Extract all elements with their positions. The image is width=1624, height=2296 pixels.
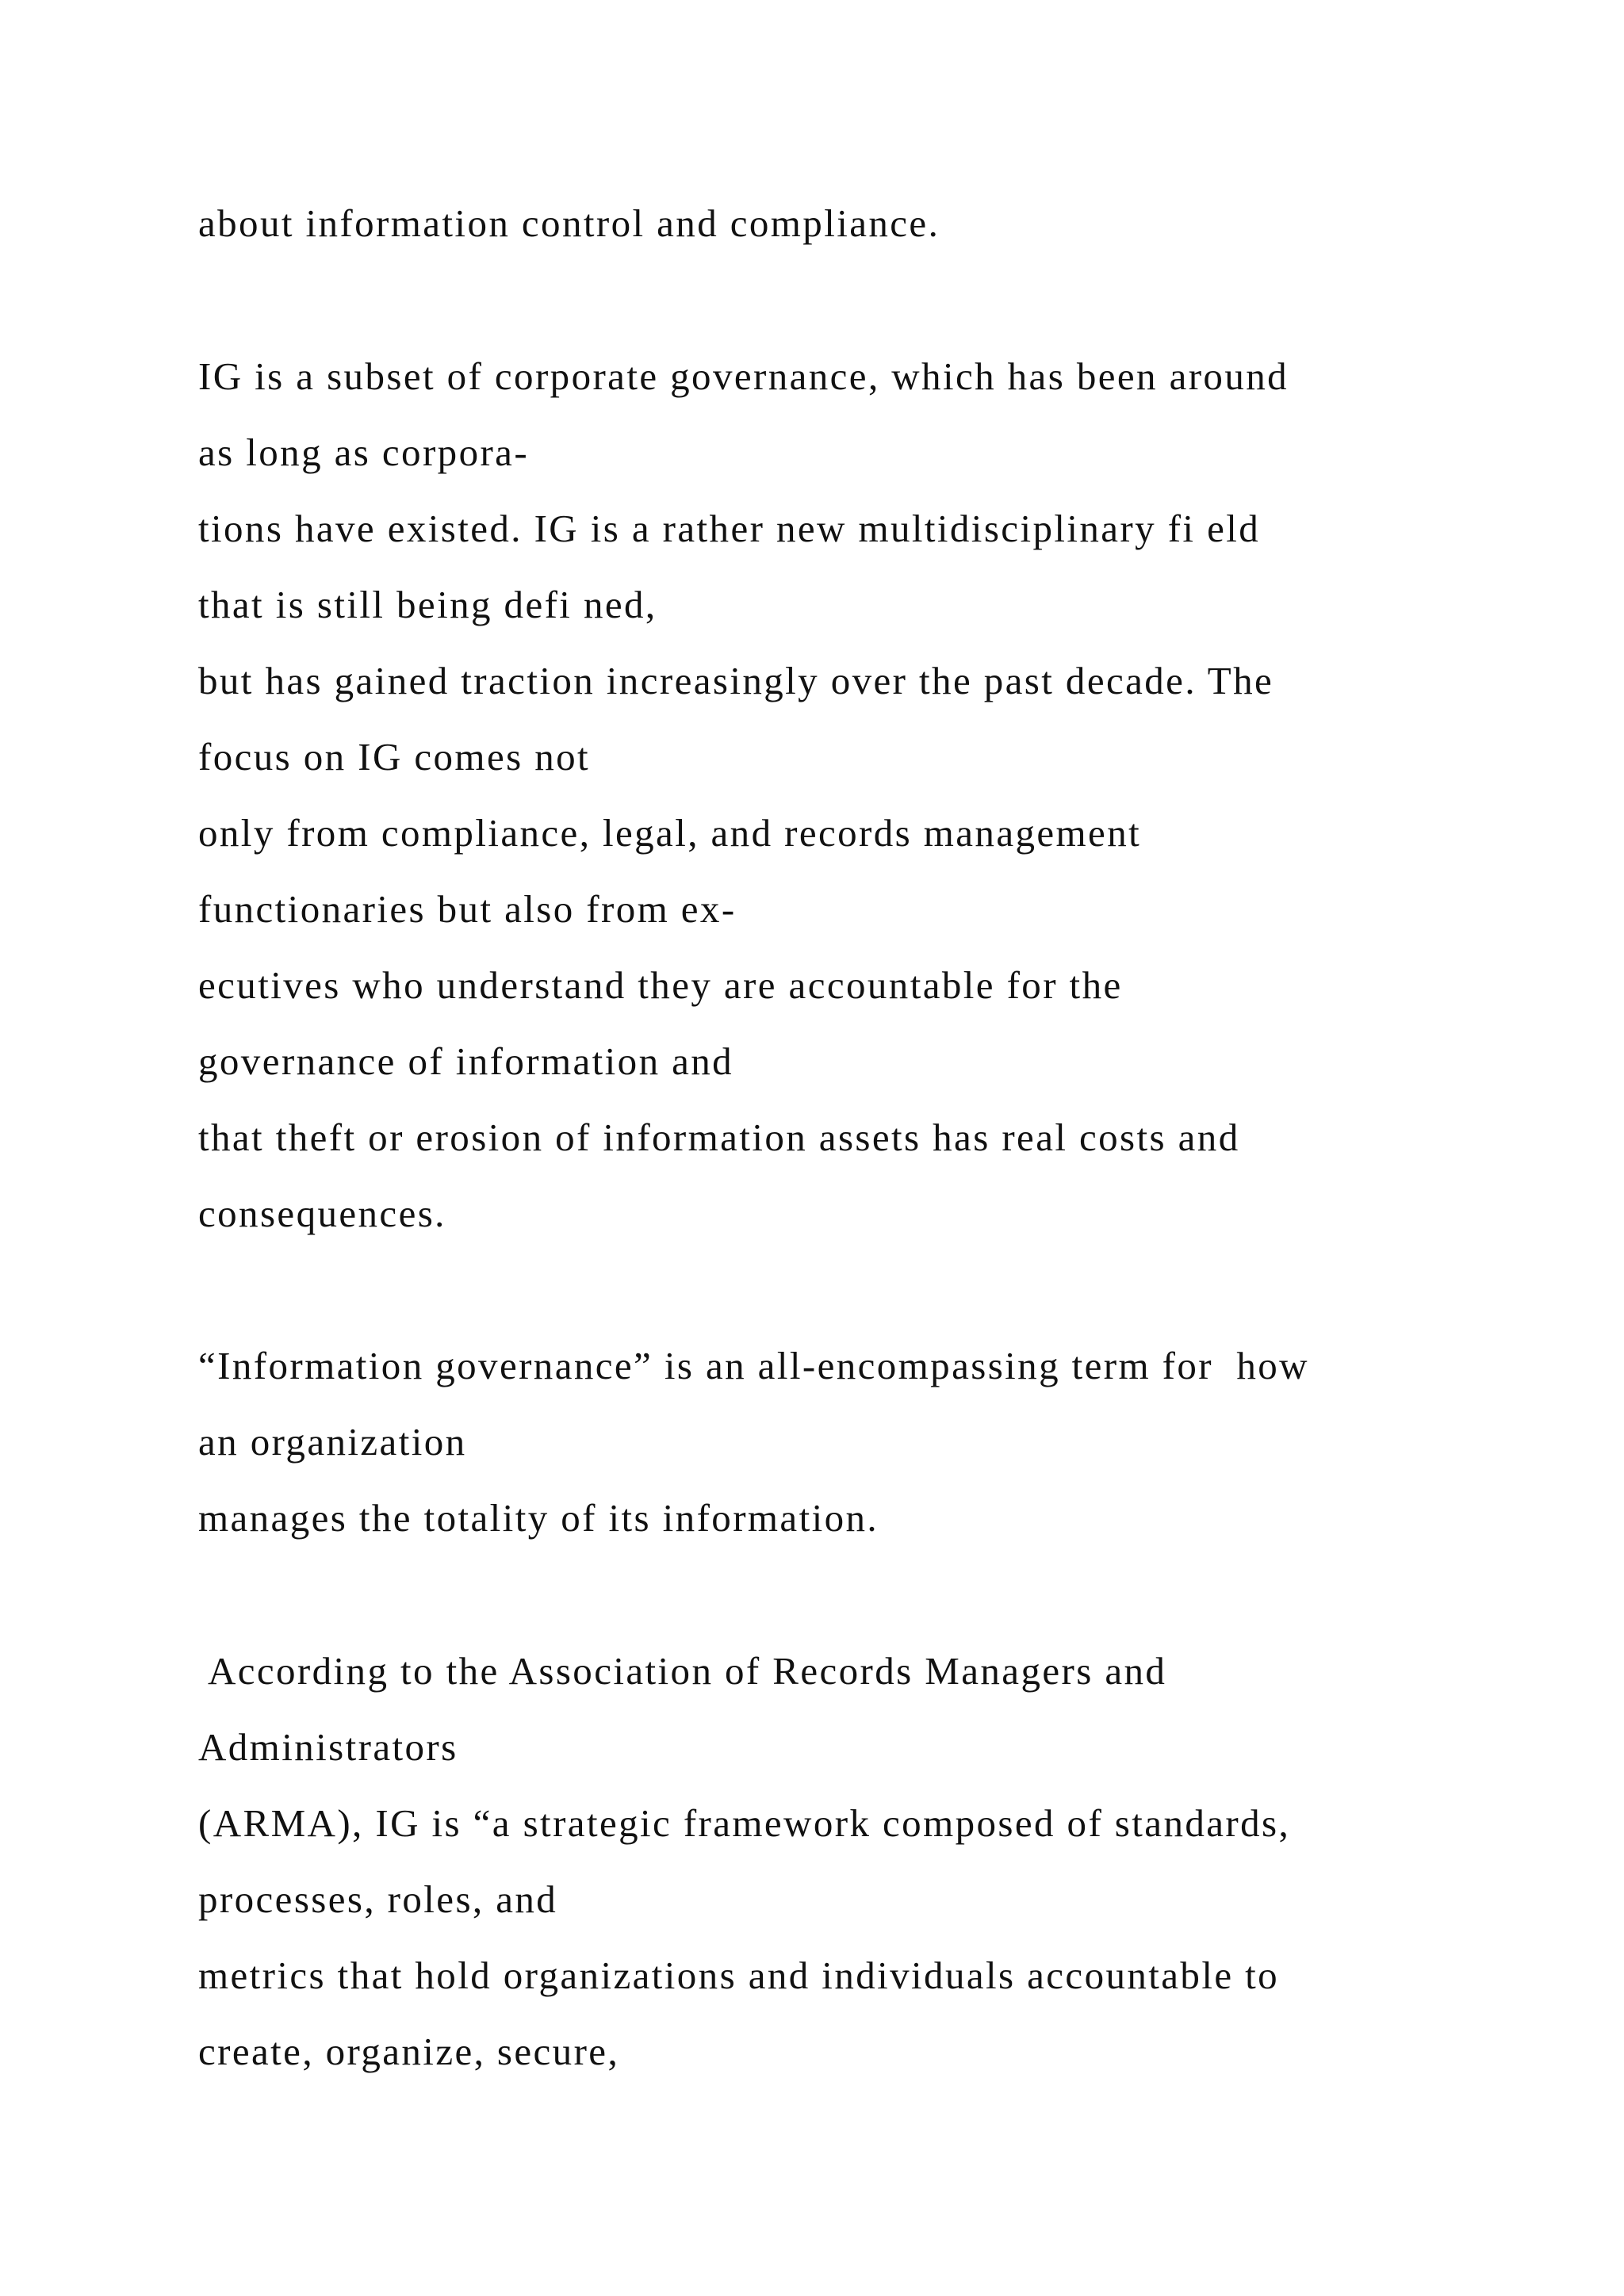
text-line: Administrators [198, 1725, 458, 1769]
text-line: functionaries but also from ex- [198, 887, 737, 931]
text-line: consequences. [198, 1192, 446, 1235]
text-line: According to the Association of Records Managers and [198, 1649, 1167, 1693]
text-line: that is still being defi ned, [198, 583, 657, 626]
text-line: metrics that hold organizations and individuals accountable to [198, 1954, 1280, 1997]
text-line: create, organize, secure, [198, 2030, 620, 2073]
text-line: ecutives who understand they are accountable for the [198, 963, 1123, 1007]
text-line: that theft or erosion of information assets has real costs and [198, 1115, 1240, 1159]
text-line: as long as corpora- [198, 430, 530, 474]
text-line: tions have existed. IG is a rather new multidisciplinary fi eld [198, 507, 1261, 550]
text-line: manages the totality of its information. [198, 1496, 879, 1540]
text-line: “Information governance” is an all-encompassing term for how [198, 1344, 1309, 1387]
text-line: only from compliance, legal, and records management [198, 811, 1142, 855]
text-line: (ARMA), IG is “a strategic framework composed of standards, [198, 1801, 1291, 1845]
text-line: about information control and compliance. [198, 201, 940, 245]
text-line: an organization [198, 1420, 467, 1464]
text-line: processes, roles, and [198, 1877, 558, 1921]
text-line: but has gained traction increasingly over the past decade. The [198, 659, 1274, 702]
text-line: focus on IG comes not [198, 735, 591, 779]
text-line: IG is a subset of corporate governance, which has been around [198, 354, 1289, 398]
text-line: governance of information and [198, 1039, 734, 1083]
